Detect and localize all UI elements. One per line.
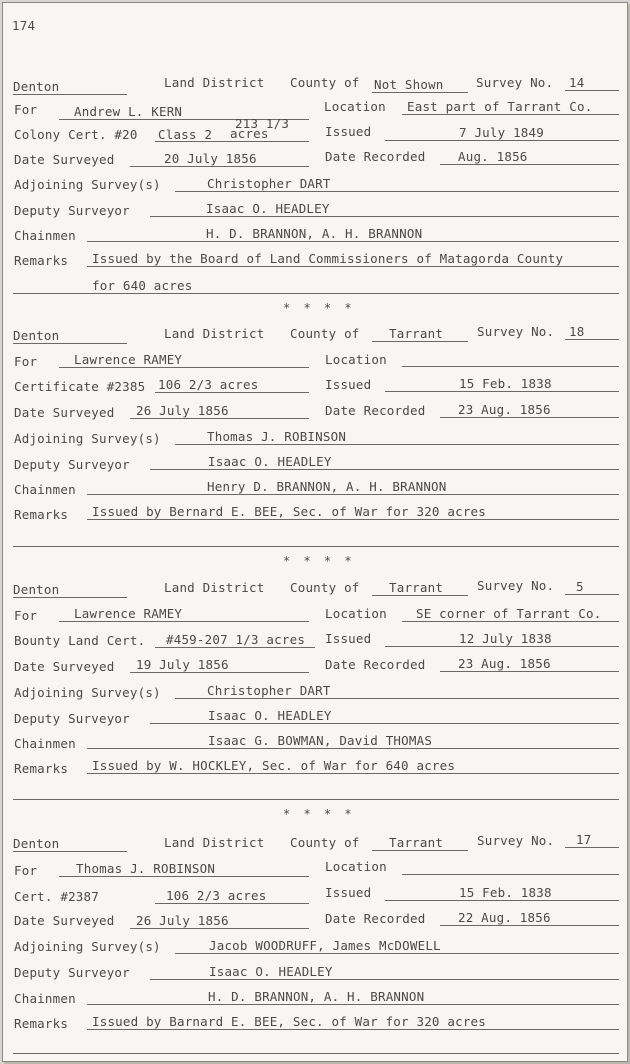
county-value: Tarrant: [389, 835, 444, 850]
county-label: County of: [290, 835, 360, 850]
deputy-label: Deputy Surveyor: [14, 203, 130, 218]
record-separator: * * * *: [283, 807, 355, 821]
date-surveyed-label: Date Surveyed: [14, 913, 115, 928]
date-recorded-label: Date Recorded: [325, 911, 426, 926]
date-surveyed-value: 26 July 1856: [136, 403, 229, 418]
remarks-line-1: Issued by Bernard E. BEE, Sec. of War for 320 acres: [92, 504, 487, 519]
adjoining-value: Christopher DART: [207, 683, 331, 698]
survey-no-value: 5: [576, 579, 584, 594]
for-label: For: [14, 608, 38, 623]
adjoining-label: Adjoining Survey(s): [14, 177, 161, 192]
adjoining-label: Adjoining Survey(s): [14, 685, 161, 700]
date-recorded-value: Aug. 1856: [458, 149, 528, 164]
deputy-label: Deputy Surveyor: [14, 457, 130, 472]
county-value: Tarrant: [389, 580, 444, 595]
issued-value: 15 Feb. 1838: [459, 376, 552, 391]
survey-no-value: 17: [576, 832, 592, 847]
page-number: 174: [12, 18, 36, 33]
land-district-label: Land District: [164, 75, 265, 90]
county-value: Tarrant: [389, 326, 444, 341]
county-label: County of: [290, 75, 360, 90]
survey-no-value: 14: [569, 75, 585, 90]
location-label: Location: [325, 859, 387, 874]
county-label: County of: [290, 580, 360, 595]
document-page: [2, 2, 628, 1062]
survey-no-label: Survey No.: [477, 833, 555, 848]
county-value: Not Shown: [374, 77, 444, 92]
location-label: Location: [325, 352, 387, 367]
adjoining-value: Christopher DART: [207, 176, 331, 191]
issued-label: Issued: [325, 377, 372, 392]
chainmen-value: Henry D. BRANNON, A. H. BRANNON: [207, 479, 447, 494]
date-recorded-label: Date Recorded: [325, 657, 426, 672]
cert-label: Cert. #2387: [14, 889, 99, 904]
issued-value: 12 July 1838: [459, 631, 552, 646]
for-label: For: [14, 863, 38, 878]
deputy-label: Deputy Surveyor: [14, 711, 130, 726]
land-district-label: Land District: [164, 835, 265, 850]
county-label: County of: [290, 326, 360, 341]
remarks-label: Remarks: [14, 1016, 69, 1031]
date-surveyed-value: 19 July 1856: [136, 657, 229, 672]
date-surveyed-label: Date Surveyed: [14, 152, 115, 167]
deputy-value: Isaac O. HEADLEY: [208, 454, 332, 469]
deputy-value: Isaac O. HEADLEY: [208, 708, 332, 723]
cert-value: 106 2/3 acres: [166, 888, 267, 903]
chainmen-value: H. D. BRANNON, A. H. BRANNON: [206, 226, 423, 241]
adjoining-value: Thomas J. ROBINSON: [207, 429, 347, 444]
issued-label: Issued: [325, 631, 372, 646]
date-surveyed-label: Date Surveyed: [14, 659, 115, 674]
for-value: Thomas J. ROBINSON: [76, 861, 216, 876]
issued-value: 15 Feb. 1838: [459, 885, 552, 900]
date-recorded-label: Date Recorded: [325, 149, 426, 164]
cert-label: Colony Cert. #20: [14, 127, 138, 142]
remarks-line-2: for 640 acres: [92, 278, 193, 293]
cert-label: Certificate #2385: [14, 379, 146, 394]
remarks-line-1: Issued by W. HOCKLEY, Sec. of War for 640 acres: [92, 758, 456, 773]
chainmen-label: Chainmen: [14, 736, 76, 751]
date-recorded-value: 23 Aug. 1856: [458, 402, 551, 417]
remarks-label: Remarks: [14, 507, 69, 522]
chainmen-label: Chainmen: [14, 482, 76, 497]
date-surveyed-value: 26 July 1856: [136, 913, 229, 928]
for-label: For: [14, 102, 38, 117]
cert-value: 106 2/3 acres: [158, 377, 259, 392]
deputy-value: Isaac O. HEADLEY: [206, 201, 330, 216]
district-value: Denton: [13, 582, 60, 597]
location-value: East part of Tarrant Co.: [407, 99, 593, 114]
land-district-label: Land District: [164, 326, 265, 341]
date-recorded-value: 22 Aug. 1856: [458, 910, 551, 925]
date-recorded-label: Date Recorded: [325, 403, 426, 418]
record-separator: * * * *: [283, 554, 355, 568]
adjoining-label: Adjoining Survey(s): [14, 939, 161, 954]
date-surveyed-label: Date Surveyed: [14, 405, 115, 420]
date-surveyed-value: 20 July 1856: [164, 151, 257, 166]
district-value: Denton: [13, 328, 60, 343]
district-value: Denton: [13, 836, 60, 851]
cert-value: Class 2: [158, 127, 213, 142]
deputy-value: Isaac O. HEADLEY: [209, 964, 333, 979]
location-label: Location: [325, 606, 387, 621]
adjoining-label: Adjoining Survey(s): [14, 431, 161, 446]
survey-no-label: Survey No.: [477, 324, 555, 339]
cert-value: #459-207 1/3 acres: [166, 632, 306, 647]
remarks-label: Remarks: [14, 253, 69, 268]
cert-label: Bounty Land Cert.: [14, 633, 146, 648]
for-label: For: [14, 354, 38, 369]
chainmen-value: Isaac G. BOWMAN, David THOMAS: [208, 733, 433, 748]
chainmen-label: Chainmen: [14, 228, 76, 243]
remarks-line-1: Issued by the Board of Land Commissioners of Matagorda County: [92, 251, 564, 266]
survey-no-label: Survey No.: [477, 578, 555, 593]
issued-label: Issued: [325, 885, 372, 900]
location-label: Location: [324, 99, 386, 114]
district-value: Denton: [13, 79, 60, 94]
deputy-label: Deputy Surveyor: [14, 965, 130, 980]
survey-no-value: 18: [569, 324, 585, 339]
remarks-label: Remarks: [14, 761, 69, 776]
cert-value-acres: acres: [230, 126, 269, 141]
chainmen-label: Chainmen: [14, 991, 76, 1006]
land-district-label: Land District: [164, 580, 265, 595]
issued-label: Issued: [325, 124, 372, 139]
record-separator: * * * *: [283, 301, 355, 315]
chainmen-value: H. D. BRANNON, A. H. BRANNON: [208, 989, 425, 1004]
remarks-line-1: Issued by Barnard E. BEE, Sec. of War for 320 acres: [92, 1014, 487, 1029]
cert-superscript: 213 1/3: [235, 116, 290, 131]
date-recorded-value: 23 Aug. 1856: [458, 656, 551, 671]
for-value: Lawrence RAMEY: [74, 352, 183, 367]
adjoining-value: Jacob WOODRUFF, James McDOWELL: [209, 938, 441, 953]
location-value: SE corner of Tarrant Co.: [416, 606, 602, 621]
for-value: Andrew L. KERN: [74, 104, 183, 119]
survey-no-label: Survey No.: [476, 75, 554, 90]
for-value: Lawrence RAMEY: [74, 606, 183, 621]
issued-value: 7 July 1849: [459, 125, 544, 140]
